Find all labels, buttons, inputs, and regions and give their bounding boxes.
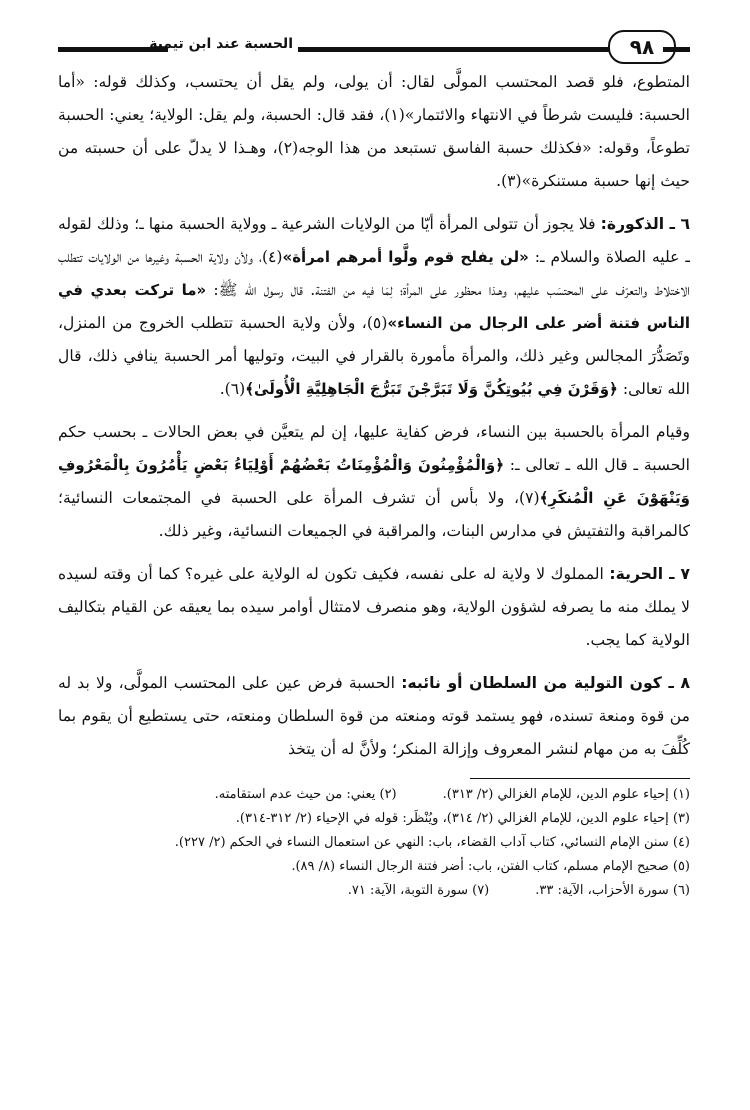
footnote-6: (٦) سورة الأحزاب، الآية: ٣٣. — [535, 883, 690, 898]
footnote-7: (٧) سورة التوبة، الآية: ٧١. — [347, 883, 490, 898]
paragraph-4-text: المملوك لا ولاية له على نفسه، فكيف تكون له الولاية على غيره؟ كما أن وقته لسيده لا يملك منه ما يصرفه لشؤون الولاية، وهو منصرف لامتثال أوامر سيده بما يعيقه عن القيام بتكاليف الولاية كما يجب. — [58, 565, 690, 649]
footnote-4: (٤) سنن الإمام النسائي، كتاب آداب القضاء، باب: النهي عن استعمال النساء في الحكم (٢/ ٢٢٧). — [174, 835, 690, 850]
paragraph-4 — [58, 558, 690, 657]
paragraph-2-text-b: (٤)، ولأن ولاية الحسبة وغيرها من الولايات تتطلب الاختلاط والتعرّف على المحتسَب عليهم، وهـذا محظور على المرأة؛ لِمَا فيه من الفتنة. قال رسول الله ﷺ: — [58, 248, 690, 299]
page-header — [58, 26, 690, 66]
footnote-5: (٥) صحيح الإمام مسلم، كتاب الفتن، باب: أضر فتنة الرجال النساء (٨/ ٨٩). — [291, 859, 690, 874]
footnote-divider — [470, 778, 690, 779]
paragraph-5 — [58, 667, 690, 766]
footnote-row — [58, 831, 690, 855]
section-heading-masculinity: ٦ ـ الذكورة: — [600, 215, 690, 233]
section-heading-appointment: ٨ ـ كون التولية من السلطان أو نائبه: — [401, 674, 690, 692]
footnote-row — [58, 783, 690, 807]
main-text — [58, 66, 690, 766]
book-page — [58, 26, 690, 903]
paragraph-1-text: المتطوع، فلو قصد المحتسب المولَّى لقال: أن يولى، ولم يقل أن يحتسب، وكذلك قوله: «أما الحسبة: فليست شرطاً في الانتهاء والائتمار»(١)، فقد قال: الحسبة، ولم يقل: الولاية؛ يعني: الحسبة تطوعاً، وقوله: «فكذلك حسبة الفاسق تستبعد من هذا الوجه(٢)، وهـذا لا يدلّ على أن حسبته من حيث إنها حسبة مستنكرة»(٣). — [58, 73, 690, 190]
hadith-quote-2: «ما تركت بعدي في الناس فتنة أضر على الرجال من النساء» — [58, 281, 690, 332]
footnote-row — [58, 807, 690, 831]
quran-verse-2: ﴿وَالْمُؤْمِنُونَ وَالْمُؤْمِنَاتُ بَعْضُهُمْ أَوْلِيَاءُ بَعْضٍ يَأْمُرُونَ بِالْمَعْرُوفِ وَيَنْهَوْنَ عَنِ الْمُنكَرِ﴾ — [58, 456, 690, 507]
page-number: ٩٨ — [608, 30, 676, 64]
paragraph-1 — [58, 66, 690, 198]
footnote-2: (٢) يعني: من حيث عدم استقامته. — [214, 787, 397, 802]
paragraph-3 — [58, 416, 690, 548]
paragraph-3-text-a: وقيام المرأة بالحسبة بين النساء، فرض كفاية عليها، إن لم يتعيَّن في بعض الحالات ـ بحسب حكم الحسبة ـ قال الله ـ تعالى ـ: — [58, 423, 690, 474]
hadith-quote-1: «لن يفلح قوم ولَّوا أمرهم امرأة» — [282, 248, 529, 266]
paragraph-2-text-a: فلا يجوز أن تتولى المرأة أيّا من الولايات الشرعية ـ وولاية الحسبة منها ـ؛ وذلك لقوله ـ عليه الصلاة والسلام ـ: — [58, 215, 690, 266]
running-title: الحسبة عند ابن تيمية — [149, 36, 293, 52]
footnote-row — [58, 855, 690, 879]
footnote-3: (٣) إحياء علوم الدين، للإمام الغزالي (٢/ ٣١٤)، ويُنْظَر: قوله في الإحياء (٢/ ٣١٢-٣١٤). — [235, 811, 690, 826]
header-rule-middle — [298, 47, 633, 52]
paragraph-3-text-b: (٧)، ولا بأس أن تشرف المرأة على الحسبة في المجتمعات النسائية؛ كالمراقبة والتفتيش في مدارس البنات، والمراقبة في الجميعات النسائية، وغير ذلك. — [58, 489, 690, 540]
quran-verse-1: ﴿وَقَرْنَ فِي بُيُوتِكُنَّ وَلَا تَبَرَّجْنَ تَبَرُّجَ الْجَاهِلِيَّةِ الْأُولَىٰ﴾ — [245, 380, 618, 398]
footnotes — [58, 783, 690, 903]
header-rule-right — [663, 47, 690, 52]
footnote-1: (١) إحياء علوم الدين، للإمام الغزالي (٢/ ٣١٣). — [442, 787, 690, 802]
paragraph-5-text: الحسبة فرض عين على المحتسب المولَّى، ولا بد له من قوة ومنعة تسنده، فهو يستمد قوته ومنعته من قوة السلطان ومنعته، حتى يستطيع أن يقوم بما كُلِّفَ به من مهام لنشر المعروف وإزالة المنكر؛ ولأنَّ له أن يتخذ — [58, 674, 690, 758]
paragraph-2-text-c: (٥)، ولأن ولاية الحسبة تتطلب الخروج من المنزل، وتَصَدُّرَ المجالس وغير ذلك، والمرأة مأمورة بالقرار في البيت، وتوليها أمر الحسبة ينافي ذلك، قال الله تعالى: — [58, 314, 690, 398]
paragraph-2 — [58, 208, 690, 406]
paragraph-2-text-d: (٦). — [219, 380, 246, 398]
section-heading-freedom: ٧ ـ الحرية: — [609, 565, 690, 583]
footnote-row — [58, 879, 690, 903]
